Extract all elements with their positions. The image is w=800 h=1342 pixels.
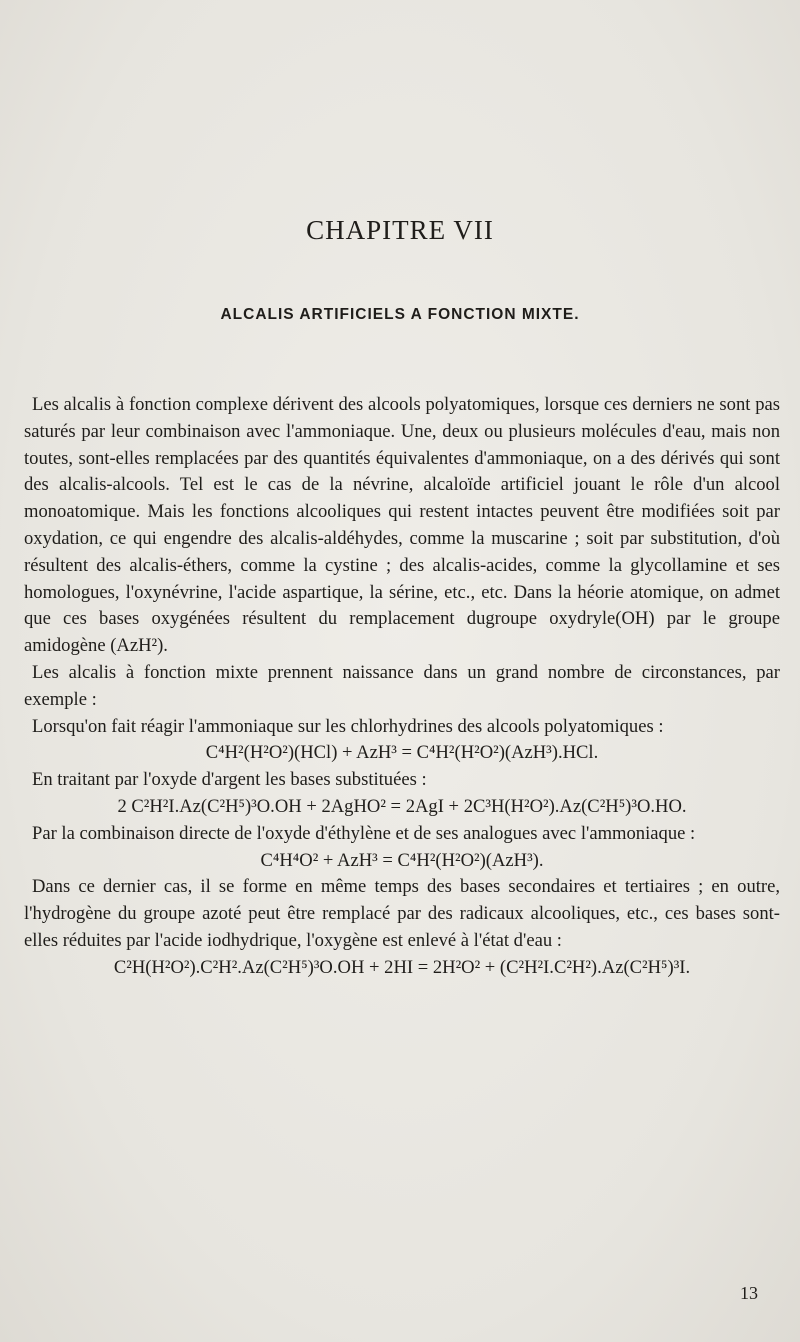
- body-text: [24, 392, 780, 982]
- page-number: 13: [740, 1283, 758, 1303]
- formula-1: C⁴H²(H²O²)(HCl) + AzH³ = C⁴H²(H²O²)(AzH³).HCl.: [205, 742, 599, 764]
- paragraph-ammoniaque: Lorsqu'on fait réagir l'ammoniaque sur les chlorhydrines des alcools polyatomiques :: [32, 715, 664, 737]
- section-title: ALCALIS ARTIFICIELS A FONCTION MIXTE.: [220, 306, 580, 323]
- paragraph-circumstances: Les alcalis à fonction mixte prennent naissance dans un grand nombre de circonstances, par exemple :: [24, 661, 780, 710]
- formula-4: C²H(H²O²).C²H².Az(C²H⁵)³O.OH + 2HI = 2H²O² + (C²H²I.C²H²).Az(C²H⁵)³I.: [113, 956, 691, 978]
- formula-2: 2 C²H²I.Az(C²H⁵)³O.OH + 2AgHO² = 2AgI + 2C³H(H²O²).Az(C²H⁵)³O.HO.: [117, 795, 687, 817]
- chapter-title: CHAPITRE VII: [306, 215, 494, 245]
- paragraph-dernier-cas: Dans ce dernier cas, il se forme en même temps des bases secondaires et tertiaires ; en outre, l'hydrogène du groupe azoté peut être remplacé par des radicaux alcooliques, etc., ces bases sont-elles réduites par l'acide iodhydrique, l'oxygène est enlevé à l'état d'eau :: [24, 876, 780, 951]
- formula-3: C⁴H⁴O² + AzH³ = C⁴H²(H²O²)(AzH³).: [260, 849, 544, 871]
- paragraph-oxyde-ethylene: Par la combinaison directe de l'oxyde d'éthylène et de ses analogues avec l'ammoniaque :: [32, 822, 696, 844]
- paragraph-intro: Les alcalis à fonction complexe dérivent des alcools polyatomiques, lorsque ces derniers ne sont pas saturés par leur combinaison avec l'ammoniaque. Une, deux ou plusieurs molécules d'eau, mais non toutes, sont-elles remplacées par des quantités équivalentes d'ammoniaque, on a des dérivés qui sont des alcalis-alcools. Tel est le cas de la névrine, alcaloïde artificiel jouant le rôle d'un alcool monoatomique. Mais les fonctions alcooliques qui restent intactes peuvent être modifiées soit par oxydation, ce qui engendre des alcalis-aldéhydes, comme la muscarine ; soit par substitution, d'où résultent des alcalis-éthers, comme la cystine ; des alcalis-acides, comme la glycollamine et ses homologues, l'oxynévrine, l'acide aspartique, la sérine, etc., etc. Dans la héorie atomique, on admet que ces bases oxygénées résultent du remplacement dugroupe oxydryle(OH) par le groupe amidogène (AzH²).: [24, 394, 780, 657]
- paragraph-oxyde-argent: En traitant par l'oxyde d'argent les bases substituées :: [32, 769, 427, 791]
